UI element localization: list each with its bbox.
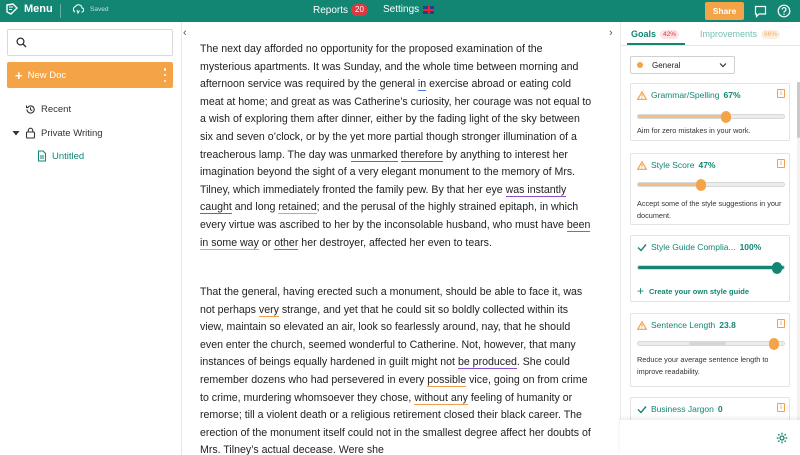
warning-icon bbox=[637, 161, 647, 170]
select-value: General bbox=[652, 60, 681, 70]
suggestion-underline[interactable]: in bbox=[417, 78, 427, 91]
card-title: Style Guide Complia... 100% bbox=[637, 242, 761, 252]
suggestion-underline[interactable]: in some way bbox=[200, 236, 259, 249]
suggestion-underline[interactable]: very bbox=[258, 303, 279, 316]
card-expand-icon[interactable]: ⇩ bbox=[778, 320, 784, 327]
right-panel bbox=[620, 22, 800, 455]
collapse-right-panel-icon[interactable]: › bbox=[609, 27, 613, 39]
goal-card-grammar[interactable] bbox=[630, 83, 790, 141]
app-logo-icon bbox=[6, 3, 18, 15]
sidebar-item-label: Recent bbox=[41, 104, 72, 115]
chevron-down-icon bbox=[718, 60, 728, 70]
card-title: Grammar/Spelling 67% bbox=[637, 90, 741, 100]
card-description: Aim for zero mistakes in your work. bbox=[637, 126, 751, 135]
progress-slider bbox=[637, 265, 785, 270]
gear-icon[interactable] bbox=[776, 432, 788, 444]
collapse-left-sidebar-icon[interactable]: ‹ bbox=[183, 27, 187, 39]
tab-label: Improvements bbox=[700, 29, 758, 39]
saved-status bbox=[72, 4, 108, 15]
card-expand-icon[interactable]: ⇩ bbox=[778, 404, 784, 411]
paragraph: That the general, having erected such a monument, should be able to face it, was not perhaps very strange, and yet that he could sit so boldly collected within its view, maintain so elevated an air, look so fearlessly around, nay, that he should even enter the church, seemed wonderful to Catherine. Not, however, that many instances of beings equally hardened in guilt might not be produced. She could remember dozens who had persevered in every possible vice, going on from crime to crime, murdering whomsoever they chose, without any feeling of humanity or remorse; till a violent death or a religious retirement closed their black career. The erection of the monument itself could not in the smallest degree affect her doubts of Mrs. Tilney’s actual decease. Were she bbox=[200, 286, 591, 455]
menu-label: Menu bbox=[24, 3, 53, 15]
topbar-divider bbox=[60, 4, 61, 18]
progress-slider bbox=[637, 182, 785, 187]
goal-card-style-guide[interactable] bbox=[630, 235, 790, 302]
more-options-icon[interactable] bbox=[163, 68, 167, 82]
suggestion-underline[interactable]: without any bbox=[414, 391, 468, 404]
suggestion-underline[interactable]: unmarked bbox=[350, 148, 398, 161]
create-style-guide-link[interactable]: + Create your own style guide bbox=[637, 284, 750, 298]
tab-goals[interactable] bbox=[631, 29, 679, 39]
improvements-percent-badge: 66% bbox=[761, 30, 780, 39]
history-icon bbox=[25, 104, 36, 115]
document-icon bbox=[37, 150, 47, 162]
card-expand-icon[interactable]: ⇩ bbox=[778, 160, 784, 167]
help-button[interactable] bbox=[776, 3, 792, 19]
slider-knob bbox=[696, 179, 706, 191]
range-slider bbox=[637, 341, 785, 346]
card-title: Style Score 47% bbox=[637, 160, 715, 170]
sidebar-item-label: Private Writing bbox=[41, 127, 103, 139]
checkmark-icon bbox=[637, 243, 647, 252]
help-icon bbox=[777, 4, 791, 18]
suggestion-underline[interactable]: possible bbox=[427, 373, 467, 386]
progress-slider bbox=[637, 114, 785, 119]
plus-icon: + bbox=[15, 67, 23, 83]
search-input[interactable] bbox=[32, 34, 168, 52]
goal-card-style-score[interactable] bbox=[630, 153, 790, 225]
settings-button[interactable] bbox=[383, 4, 434, 15]
suggestion-underline[interactable]: therefore bbox=[400, 148, 444, 161]
editor[interactable] bbox=[183, 22, 601, 455]
warning-icon bbox=[637, 91, 647, 100]
tab-label: Goals bbox=[631, 29, 657, 39]
sidebar-item-private-writing[interactable] bbox=[12, 127, 103, 139]
new-doc-button[interactable] bbox=[7, 62, 173, 88]
menu-button[interactable] bbox=[6, 3, 53, 15]
sidebar-item-label: Untitled bbox=[52, 150, 85, 162]
status-dot bbox=[637, 62, 643, 68]
reports-count-badge: 20 bbox=[351, 4, 368, 16]
search-box[interactable] bbox=[7, 29, 173, 56]
reports-button[interactable] bbox=[313, 4, 368, 16]
warning-icon bbox=[637, 321, 647, 330]
right-panel-footer bbox=[620, 420, 800, 455]
goal-card-sentence-length[interactable] bbox=[630, 313, 790, 387]
suggestion-underline[interactable]: was instantly caught bbox=[200, 183, 567, 214]
suggestion-underline[interactable]: retained bbox=[278, 201, 317, 214]
paragraph: The next day afforded no opportunity for the proposed examination of the mysterious apartments. It was Sunday, and the whole time between morning and afternoon service was required by the general in exercise abroad or eating cold meat at home; and great as was Catherine’s curiosity, her courage was not equal to a wish of exploring them after dinner, either by the fading light of the sky between six and seven o’clock, or by the yet more partial though stronger illumination of a treacherous lamp. The day was unmarked therefore by anything to interest her imagination beyond the sight of a very elegant monument to the memory of Mrs. Tilney, which immediately fronted the family pew. By that her eye was instantly caught and long retained; and the perusal of the highly strained epitaph, in which every virtue was ascribed to her by the inconsolable husband, who must have been in some way or other her destroyer, affected her even to tears. bbox=[200, 43, 592, 249]
tab-divider bbox=[621, 45, 800, 46]
goal-profile-select[interactable] bbox=[630, 56, 735, 74]
checkmark-icon bbox=[637, 405, 647, 414]
comment-icon bbox=[754, 5, 767, 18]
new-doc-label: New Doc bbox=[27, 69, 67, 81]
card-description: Reduce your average sentence length to improve readability. bbox=[637, 355, 769, 376]
suggestion-underline[interactable]: other bbox=[274, 236, 299, 249]
settings-label: Settings bbox=[383, 4, 420, 15]
card-description: Accept some of the style suggestions in your document. bbox=[637, 199, 782, 220]
suggestion-underline[interactable]: be produced bbox=[457, 356, 517, 369]
goals-percent-badge: 42% bbox=[660, 30, 679, 39]
tab-improvements[interactable] bbox=[700, 29, 780, 39]
plus-icon: + bbox=[637, 284, 645, 298]
top-bar bbox=[0, 0, 800, 22]
left-sidebar bbox=[0, 22, 182, 455]
saved-label: Saved bbox=[90, 6, 109, 13]
share-button[interactable]: Share bbox=[705, 2, 744, 20]
suggestion-underline[interactable]: been bbox=[566, 218, 591, 231]
lock-icon bbox=[25, 127, 36, 139]
comments-button[interactable] bbox=[752, 3, 768, 19]
cloud-sync-icon bbox=[72, 4, 84, 15]
card-expand-icon[interactable]: ⇩ bbox=[778, 90, 784, 97]
sidebar-item-recent[interactable] bbox=[25, 104, 71, 115]
card-title: Sentence Length 23.8 bbox=[637, 320, 736, 330]
card-title: Business Jargon 0 bbox=[637, 404, 723, 414]
search-icon bbox=[16, 37, 27, 48]
reports-label: Reports bbox=[313, 4, 349, 16]
caret-down-icon[interactable] bbox=[12, 129, 20, 137]
slider-knob bbox=[772, 262, 782, 274]
slider-knob bbox=[721, 111, 731, 123]
sidebar-item-untitled[interactable] bbox=[37, 150, 84, 162]
language-flag-icon bbox=[423, 6, 434, 14]
slider-knob bbox=[769, 338, 779, 350]
